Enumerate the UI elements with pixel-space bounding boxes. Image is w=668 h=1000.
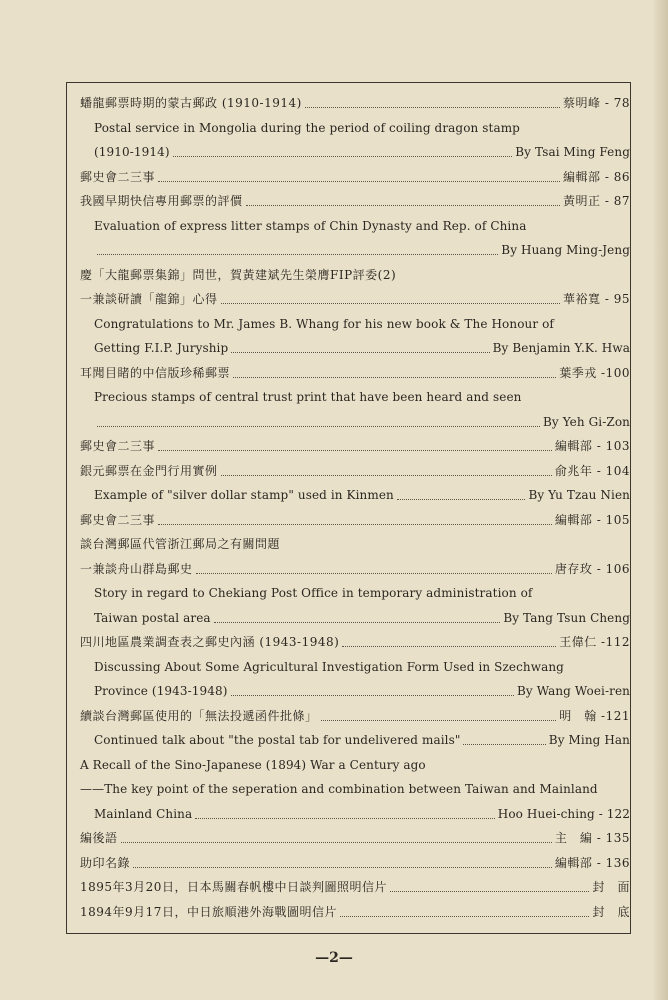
toc-author-page: 明 翰 -121 <box>559 709 630 723</box>
toc-title: (1910-1914) <box>94 145 170 159</box>
toc-entry-central-trust-en <box>94 382 630 404</box>
toc-title: Example of "silver dollar stamp" used in Kinmen <box>94 488 394 502</box>
toc-title: 郵史會二三事 <box>80 513 156 527</box>
toc-author: By Ming Han <box>548 733 630 747</box>
leader-dots <box>196 569 552 574</box>
toc-title: Story in regard to Chekiang Post Office in temporary administration of <box>94 586 533 600</box>
leader-dots <box>321 716 557 721</box>
toc-author: By Tang Tsun Cheng <box>503 611 630 625</box>
toc-author-page: 唐存玫 - 106 <box>554 562 630 576</box>
leader-dots <box>233 373 556 378</box>
leader-dots <box>231 348 489 353</box>
toc-title: 編後語 <box>80 831 118 845</box>
toc-author-page: 黃明正 - 87 <box>563 194 630 208</box>
toc-title: 銀元郵票在金門行用實例 <box>80 464 218 478</box>
toc-title: 慶「大龍郵票集錦」問世，賀黃建斌先生榮膺FIP評委(2) <box>80 268 397 282</box>
toc-entry-mongolia-en <box>94 113 630 135</box>
leader-dots <box>221 299 561 304</box>
leader-dots <box>214 618 501 623</box>
toc-entry-chekiang-en <box>94 578 630 600</box>
toc-author-page: 華裕寬 - 95 <box>563 292 630 306</box>
toc-author: By Tsai Ming Feng <box>515 145 630 159</box>
leader-dots <box>246 201 561 206</box>
toc-title: Congratulations to Mr. James B. Whang for his new book & The Honour of <box>94 317 554 331</box>
toc-entry-society-3 <box>80 505 630 527</box>
toc-author: By Huang Ming-Jeng <box>501 243 630 257</box>
toc-title: 四川地區農業調查表之郵史內涵 (1943-1948) <box>80 635 340 649</box>
toc-author-page: 編輯部 - 86 <box>563 170 630 184</box>
toc-author: By Yu Tzau Nien <box>528 488 630 502</box>
toc-entry-szechwan-en-2 <box>94 676 630 698</box>
toc-title: A Recall of the Sino-Japanese (1894) War a Century ago <box>80 758 426 772</box>
leader-dots <box>121 838 552 843</box>
toc-entry-chekiang-zh-2 <box>80 554 630 576</box>
toc-entry-undelivered-en <box>94 725 630 747</box>
toc-title: 耳聞目睹的中信版珍稀郵票 <box>80 366 231 380</box>
toc-entry-central-trust-zh <box>80 358 630 380</box>
toc-author-page: 編輯部 - 136 <box>554 856 630 870</box>
toc-entry-express-en <box>94 211 630 233</box>
toc-title: 1895年3月20日，日本馬關春帆樓中日談判圖照明信片 <box>80 880 387 894</box>
toc-entry-chekiang-zh <box>80 529 630 551</box>
toc-subtitle: 一兼談舟山群島郵史 <box>80 562 193 576</box>
toc-entry-mongolia-en-2 <box>94 137 630 159</box>
toc-author-page: 編輯部 - 105 <box>554 513 630 527</box>
toc-title: Taiwan postal area <box>94 611 211 625</box>
toc-page: 封 面 <box>592 880 630 894</box>
leader-dots <box>158 177 560 182</box>
toc-entry-dragon-en <box>94 309 630 331</box>
leader-dots <box>158 520 552 525</box>
leader-dots <box>340 912 590 917</box>
toc-entry-silver-zh <box>80 456 630 478</box>
toc-title: Postal service in Mongolia during the period of coiling dragon stamp <box>94 121 520 135</box>
toc-page: 封 底 <box>592 905 630 919</box>
toc-entry-war-en-2 <box>80 774 630 796</box>
toc-entry-express-zh <box>80 186 630 208</box>
toc-entry-szechwan-zh <box>80 627 630 649</box>
page-edge-shadow <box>654 0 668 1000</box>
toc-entry-express-en-2 <box>94 235 630 257</box>
toc-author-page: 蔡明峰 - 78 <box>563 96 630 110</box>
toc-entry-society-1 <box>80 162 630 184</box>
toc-author-page: 王偉仁 -112 <box>559 635 630 649</box>
toc-entry-sponsors <box>80 848 630 870</box>
toc-author-page: 俞兆年 - 104 <box>554 464 630 478</box>
toc-title: 郵史會二三事 <box>80 170 156 184</box>
leader-dots <box>463 740 545 745</box>
toc-entry-silver-en <box>94 480 630 502</box>
leader-dots <box>173 152 513 157</box>
toc-title: Precious stamps of central trust print that have been heard and seen <box>94 390 522 404</box>
leader-dots <box>221 471 552 476</box>
toc-entry-undelivered-zh <box>80 701 630 723</box>
toc-subtitle: Mainland China <box>94 807 193 821</box>
toc-entry-dragon-zh-2 <box>80 284 630 306</box>
toc-title: 談台灣郵區代管浙江郵局之有關問題 <box>80 537 281 551</box>
toc-author-page: 主 編 - 135 <box>554 831 630 845</box>
toc-entry-cover-front <box>80 872 630 894</box>
toc-author: By Wang Woei-ren <box>517 684 630 698</box>
toc-title: 助印名錄 <box>80 856 131 870</box>
toc-title: Getting F.I.P. Juryship <box>94 341 229 355</box>
leader-dots <box>342 642 556 647</box>
toc-title: 蟠龍郵票時期的蒙古郵政 (1910-1914) <box>80 96 302 110</box>
toc-entry-society-2 <box>80 431 630 453</box>
toc-title: 我國早期快信專用郵票的評價 <box>80 194 243 208</box>
toc-author-page: Hoo Huei-ching - 122 <box>497 807 630 821</box>
toc-author-page: 編輯部 - 103 <box>554 439 630 453</box>
toc-entry-dragon-en-2 <box>94 333 630 355</box>
toc-author: By Benjamin Y.K. Hwa <box>492 341 630 355</box>
toc-entry-dragon-zh <box>80 260 630 282</box>
toc-entry-mongolia-zh <box>80 88 630 110</box>
toc-title: Province (1943-1948) <box>94 684 228 698</box>
leader-dots <box>97 422 540 427</box>
toc-subtitle: ——The key point of the seperation and combination between Taiwan and Mainland <box>80 782 598 796</box>
toc-entry-war-en-3 <box>94 799 630 821</box>
leader-dots <box>397 495 526 500</box>
leader-dots <box>97 250 498 255</box>
toc-title: 郵史會二三事 <box>80 439 156 453</box>
toc-entry-chekiang-en-2 <box>94 603 630 625</box>
toc-title: Discussing About Some Agricultural Investigation Form Used in Szechwang <box>94 660 564 674</box>
leader-dots <box>195 814 495 819</box>
toc-entry-central-trust-en-2 <box>94 407 630 429</box>
toc-subtitle: 一兼談研讀「龍錦」心得 <box>80 292 218 306</box>
leader-dots <box>158 446 552 451</box>
toc-title: Evaluation of express litter stamps of Chin Dynasty and Rep. of China <box>94 219 527 233</box>
toc-entry-cover-back <box>80 897 630 919</box>
toc-entry-editor-note <box>80 823 630 845</box>
leader-dots <box>390 887 590 892</box>
toc-author-page: 葉季戎 -100 <box>559 366 630 380</box>
leader-dots <box>305 103 560 108</box>
toc-entry-szechwan-en <box>94 652 630 674</box>
toc-author: By Yeh Gi-Zon <box>542 415 630 429</box>
toc-title: Continued talk about "the postal tab for undelivered mails" <box>94 733 461 747</box>
leader-dots <box>133 863 552 868</box>
leader-dots <box>231 691 514 696</box>
toc-title: 續談台灣郵區使用的「無法投遞函件批條」 <box>80 709 318 723</box>
toc-title: 1894年9月17日，中日旅順港外海戰圖明信片 <box>80 905 337 919</box>
page-number: —2— <box>315 950 353 966</box>
toc-entry-war-en <box>80 750 630 772</box>
